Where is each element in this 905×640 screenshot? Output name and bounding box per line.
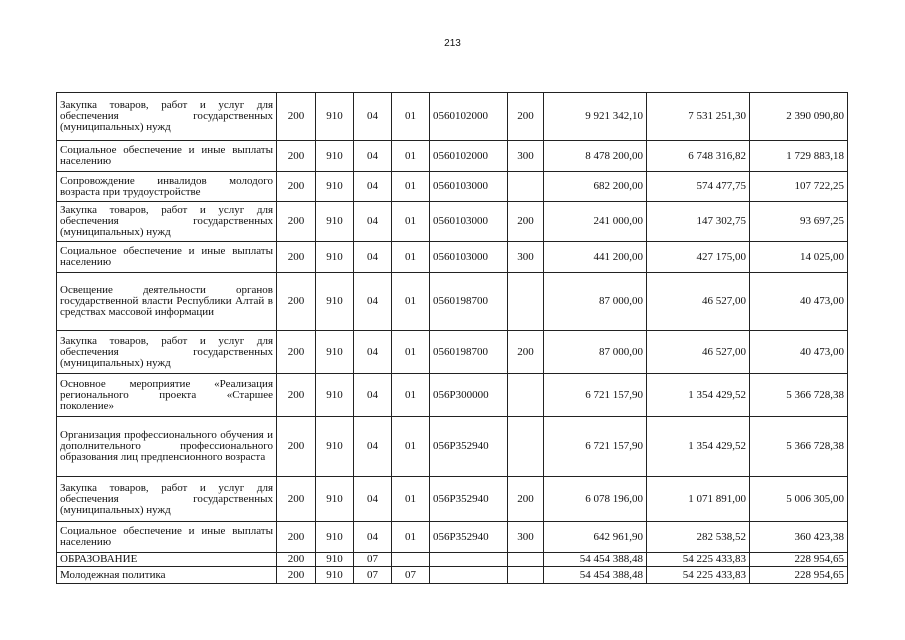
vr-code bbox=[508, 172, 544, 202]
row-name: Закупка товаров, работ и услуг для обеспечения государственных (муниципальных) нужд bbox=[57, 202, 277, 242]
table-row bbox=[57, 141, 848, 172]
rz-code: 200 bbox=[277, 374, 316, 417]
rz-code: 200 bbox=[277, 417, 316, 477]
amount-plan: 6 078 196,00 bbox=[544, 477, 647, 522]
amount-fact: 7 531 251,30 bbox=[647, 93, 750, 141]
table-row bbox=[57, 417, 848, 477]
amount-fact: 427 175,00 bbox=[647, 242, 750, 273]
csr-code: 0560198700 bbox=[430, 273, 508, 331]
amount-plan: 682 200,00 bbox=[544, 172, 647, 202]
rz-code: 200 bbox=[277, 273, 316, 331]
row-name: Закупка товаров, работ и услуг для обеспечения государственных (муниципальных) нужд bbox=[57, 477, 277, 522]
ps-code: 04 bbox=[354, 202, 392, 242]
row-name: Закупка товаров, работ и услуг для обеспечения государственных (муниципальных) нужд bbox=[57, 93, 277, 141]
vr-code bbox=[508, 374, 544, 417]
table-row bbox=[57, 477, 848, 522]
amount-rest: 228 954,65 bbox=[750, 567, 848, 584]
amount-rest: 14 025,00 bbox=[750, 242, 848, 273]
rz-code: 200 bbox=[277, 93, 316, 141]
amount-fact: 46 527,00 bbox=[647, 273, 750, 331]
amount-rest: 1 729 883,18 bbox=[750, 141, 848, 172]
amount-rest: 360 423,38 bbox=[750, 522, 848, 553]
gr-code: 910 bbox=[316, 273, 354, 331]
amount-fact: 6 748 316,82 bbox=[647, 141, 750, 172]
amount-plan: 9 921 342,10 bbox=[544, 93, 647, 141]
amount-plan: 54 454 388,48 bbox=[544, 567, 647, 584]
vr-code: 300 bbox=[508, 141, 544, 172]
gr-code: 910 bbox=[316, 172, 354, 202]
table-row bbox=[57, 374, 848, 417]
budget-table bbox=[56, 92, 848, 584]
pr-code: 01 bbox=[392, 242, 430, 273]
pr-code: 01 bbox=[392, 417, 430, 477]
csr-code: 056Р352940 bbox=[430, 477, 508, 522]
pr-code: 01 bbox=[392, 141, 430, 172]
amount-plan: 54 454 388,48 bbox=[544, 553, 647, 567]
amount-rest: 228 954,65 bbox=[750, 553, 848, 567]
ps-code: 04 bbox=[354, 417, 392, 477]
table-row bbox=[57, 242, 848, 273]
row-name: Социальное обеспечение и иные выплаты населению bbox=[57, 522, 277, 553]
ps-code: 04 bbox=[354, 172, 392, 202]
gr-code: 910 bbox=[316, 93, 354, 141]
amount-plan: 642 961,90 bbox=[544, 522, 647, 553]
vr-code: 300 bbox=[508, 522, 544, 553]
csr-code: 0560103000 bbox=[430, 242, 508, 273]
row-name: ОБРАЗОВАНИЕ bbox=[57, 553, 277, 567]
amount-fact: 1 354 429,52 bbox=[647, 417, 750, 477]
rz-code: 200 bbox=[277, 477, 316, 522]
ps-code: 04 bbox=[354, 93, 392, 141]
ps-code: 04 bbox=[354, 331, 392, 374]
amount-plan: 87 000,00 bbox=[544, 273, 647, 331]
gr-code: 910 bbox=[316, 242, 354, 273]
csr-code: 0560103000 bbox=[430, 202, 508, 242]
ps-code: 04 bbox=[354, 374, 392, 417]
csr-code: 0560102000 bbox=[430, 141, 508, 172]
ps-code: 04 bbox=[354, 273, 392, 331]
rz-code: 200 bbox=[277, 522, 316, 553]
vr-code: 200 bbox=[508, 331, 544, 374]
csr-code bbox=[430, 553, 508, 567]
amount-plan: 241 000,00 bbox=[544, 202, 647, 242]
gr-code: 910 bbox=[316, 567, 354, 584]
rz-code: 200 bbox=[277, 553, 316, 567]
gr-code: 910 bbox=[316, 202, 354, 242]
amount-fact: 54 225 433,83 bbox=[647, 553, 750, 567]
ps-code: 04 bbox=[354, 477, 392, 522]
ps-code: 04 bbox=[354, 141, 392, 172]
row-name: Сопровождение инвалидов молодого возраста при трудоустройстве bbox=[57, 172, 277, 202]
vr-code: 300 bbox=[508, 242, 544, 273]
rz-code: 200 bbox=[277, 331, 316, 374]
csr-code: 056Р300000 bbox=[430, 374, 508, 417]
vr-code bbox=[508, 417, 544, 477]
amount-fact: 1 071 891,00 bbox=[647, 477, 750, 522]
rz-code: 200 bbox=[277, 172, 316, 202]
amount-plan: 441 200,00 bbox=[544, 242, 647, 273]
table-row bbox=[57, 522, 848, 553]
csr-code: 0560198700 bbox=[430, 331, 508, 374]
table-row bbox=[57, 553, 848, 567]
pr-code: 01 bbox=[392, 331, 430, 374]
pr-code bbox=[392, 553, 430, 567]
amount-rest: 93 697,25 bbox=[750, 202, 848, 242]
amount-fact: 54 225 433,83 bbox=[647, 567, 750, 584]
rz-code: 200 bbox=[277, 242, 316, 273]
amount-rest: 107 722,25 bbox=[750, 172, 848, 202]
amount-plan: 6 721 157,90 bbox=[544, 417, 647, 477]
table-row bbox=[57, 273, 848, 331]
amount-rest: 40 473,00 bbox=[750, 273, 848, 331]
vr-code bbox=[508, 273, 544, 331]
csr-code: 056Р352940 bbox=[430, 417, 508, 477]
amount-rest: 5 366 728,38 bbox=[750, 374, 848, 417]
csr-code: 056Р352940 bbox=[430, 522, 508, 553]
rz-code: 200 bbox=[277, 202, 316, 242]
row-name: Освещение деятельности органов государственной власти Республики Алтай в средствах массовой информации bbox=[57, 273, 277, 331]
vr-code: 200 bbox=[508, 93, 544, 141]
table-row bbox=[57, 567, 848, 584]
csr-code: 0560102000 bbox=[430, 93, 508, 141]
amount-rest: 2 390 090,80 bbox=[750, 93, 848, 141]
amount-fact: 574 477,75 bbox=[647, 172, 750, 202]
row-name: Социальное обеспечение и иные выплаты населению bbox=[57, 141, 277, 172]
gr-code: 910 bbox=[316, 553, 354, 567]
row-name: Организация профессионального обучения и дополнительного профессионального образования лиц предпенсионного возраста bbox=[57, 417, 277, 477]
pr-code: 01 bbox=[392, 374, 430, 417]
vr-code bbox=[508, 553, 544, 567]
table-row bbox=[57, 93, 848, 141]
csr-code: 0560103000 bbox=[430, 172, 508, 202]
ps-code: 04 bbox=[354, 242, 392, 273]
amount-rest: 5 366 728,38 bbox=[750, 417, 848, 477]
amount-fact: 46 527,00 bbox=[647, 331, 750, 374]
csr-code bbox=[430, 567, 508, 584]
amount-rest: 5 006 305,00 bbox=[750, 477, 848, 522]
gr-code: 910 bbox=[316, 374, 354, 417]
table-body bbox=[57, 93, 848, 584]
amount-plan: 6 721 157,90 bbox=[544, 374, 647, 417]
ps-code: 07 bbox=[354, 553, 392, 567]
pr-code: 01 bbox=[392, 202, 430, 242]
pr-code: 01 bbox=[392, 93, 430, 141]
gr-code: 910 bbox=[316, 477, 354, 522]
vr-code bbox=[508, 567, 544, 584]
pr-code: 01 bbox=[392, 477, 430, 522]
row-name: Закупка товаров, работ и услуг для обеспечения государственных (муниципальных) нужд bbox=[57, 331, 277, 374]
pr-code: 07 bbox=[392, 567, 430, 584]
vr-code: 200 bbox=[508, 477, 544, 522]
table-row bbox=[57, 172, 848, 202]
ps-code: 07 bbox=[354, 567, 392, 584]
page-number: 213 bbox=[444, 38, 461, 49]
amount-plan: 8 478 200,00 bbox=[544, 141, 647, 172]
rz-code: 200 bbox=[277, 567, 316, 584]
amount-fact: 1 354 429,52 bbox=[647, 374, 750, 417]
pr-code: 01 bbox=[392, 522, 430, 553]
gr-code: 910 bbox=[316, 417, 354, 477]
gr-code: 910 bbox=[316, 522, 354, 553]
row-name: Социальное обеспечение и иные выплаты населению bbox=[57, 242, 277, 273]
row-name: Основное мероприятие «Реализация регионального проекта «Старшее поколение» bbox=[57, 374, 277, 417]
pr-code: 01 bbox=[392, 172, 430, 202]
gr-code: 910 bbox=[316, 141, 354, 172]
amount-fact: 282 538,52 bbox=[647, 522, 750, 553]
amount-rest: 40 473,00 bbox=[750, 331, 848, 374]
row-name: Молодежная политика bbox=[57, 567, 277, 584]
ps-code: 04 bbox=[354, 522, 392, 553]
amount-plan: 87 000,00 bbox=[544, 331, 647, 374]
gr-code: 910 bbox=[316, 331, 354, 374]
vr-code: 200 bbox=[508, 202, 544, 242]
table-row bbox=[57, 331, 848, 374]
table-row bbox=[57, 202, 848, 242]
pr-code: 01 bbox=[392, 273, 430, 331]
amount-fact: 147 302,75 bbox=[647, 202, 750, 242]
rz-code: 200 bbox=[277, 141, 316, 172]
